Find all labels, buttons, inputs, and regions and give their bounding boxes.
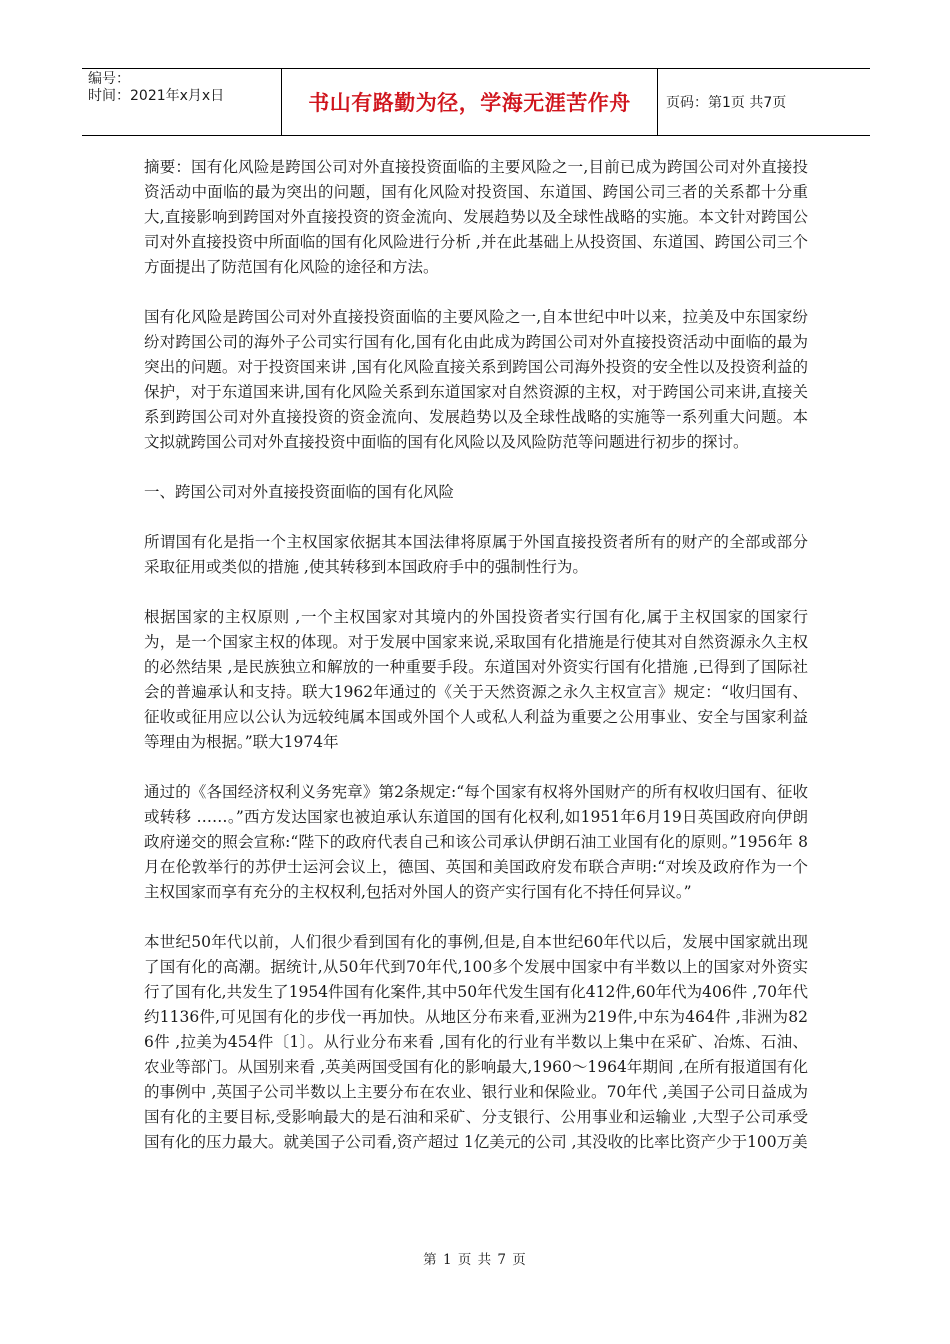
header-meta-cell [82, 69, 282, 135]
document-date-label: 时间：2021年x月x日 [88, 88, 225, 104]
definition-paragraph: 所谓国有化是指一个主权国家依据其本国法律将原属于外国直接投资者所有的财产的全部或部分采取征用或类似的措施 ,使其转移到本国政府手中的强制性行为。 [144, 533, 808, 576]
page-footer: 第 1 页 共 7 页 [423, 1252, 527, 1268]
document-header [82, 68, 870, 136]
header-page-indicator: 页码：第1页 共7页 [666, 95, 787, 111]
intro-paragraph: 国有化风险是跨国公司对外直接投资面临的主要风险之一,自本世纪中叶以来，拉美及中东国家纷纷对跨国公司的海外子公司实行国有化,国有化由此成为跨国公司对外直接投资活动中面临的最为突出的问题。对于投资国来讲 ,国有化风险直接关系到跨国公司海外投资的安全性以及投资利益的保护，对于东道国来讲,国有化风险关系到东道国家对自然资源的主权，对于跨国公司来讲,直接关系到跨国公司对外直接投资的资金流向、发展趋势以及全球性战略的实施等一系列重大问题。本文拟就跨国公司对外直接投资中面临的国有化风险以及风险防范等问题进行初步的探讨。 [144, 308, 808, 451]
document-body [144, 155, 808, 1180]
statistics-paragraph: 本世纪50年代以前，人们很少看到国有化的事例,但是,自本世纪60年代以后，发展中国家就出现了国有化的高潮。据统计,从50年代到70年代,100多个发展中国家中有半数以上的国家对外资实行了国有化,共发生了1954件国有化案件,其中50年代发生国有化412件,60年代为406件 ,70年代约1136件,可见国有化的步伐一再加快。从地区分布来看,亚洲为219件,中东为464件 ,非洲为826件 ,拉美为454件〔1〕。从行业分布来看 ,国有化的行业有半数以上集中在采矿、冶炼、石油、农业等部门。从国别来看 ,英美两国受国有化的影响最大,1960～1964年期间 ,在所有报道国有化的事例中 ,英国子公司半数以上主要分布在农业、银行业和保险业。70年代 ,美国子公司日益成为国有化的主要目标,受影响最大的是石油和采矿、分支银行、公用事业和运输业 ,大型子公司承受国有化的压力最大。就美国子公司看,资产超过 1亿美元的公司 ,其没收的比率比资产少于100万美 [144, 933, 808, 1151]
charter-paragraph: 通过的《各国经济权利义务宪章》第2条规定:“每个国家有权将外国财产的所有权收归国有、征收或转移 ……。”西方发达国家也被迫承认东道国的国有化权利,如1951年6月19日英国政府向伊朗政府递交的照会宣称:“陛下的政府代表自己和该公司承认伊朗石油工业国有化的原则。”1956年 8月在伦敦举行的苏伊士运河会议上，德国、英国和美国政府发布联合声明:“对埃及政府作为一个主权国家而享有充分的主权权利,包括对外国人的资产实行国有化不持任何异议。” [144, 783, 808, 901]
sovereignty-paragraph: 根据国家的主权原则 ,一个主权国家对其境内的外国投资者实行国有化,属于主权国家的国家行为，是一个国家主权的体现。对于发展中国家来说,采取国有化措施是行使其对自然资源永久主权的必然结果 ,是民族独立和解放的一种重要手段。东道国对外资实行国有化措施 ,已得到了国际社会的普遍承认和支持。联大1962年通过的《关于天然资源之永久主权宣言》规定：“收归国有、征收或征用应以公认为远较纯属本国或外国个人或私人利益为重要之公用事业、安全与国家利益等理由为根据。”联大1974年 [144, 608, 808, 751]
abstract-paragraph: 摘要：国有化风险是跨国公司对外直接投资面临的主要风险之一,目前已成为跨国公司对外直接投资活动中面临的最为突出的问题，国有化风险对投资国、东道国、跨国公司三者的关系都十分重大,直接影响到跨国对外直接投资的资金流向、发展趋势以及全球性战略的实施。本文针对跨国公司对外直接投资中所面临的国有化风险进行分析 ,并在此基础上从投资国、东道国、跨国公司三个方面提出了防范国有化风险的途径和方法。 [144, 158, 808, 276]
header-motto: 书山有路勤为径，学海无涯苦作舟 [282, 69, 658, 135]
section-heading: 一、跨国公司对外直接投资面临的国有化风险 [144, 483, 455, 501]
document-number-label: 编号： [88, 71, 130, 87]
